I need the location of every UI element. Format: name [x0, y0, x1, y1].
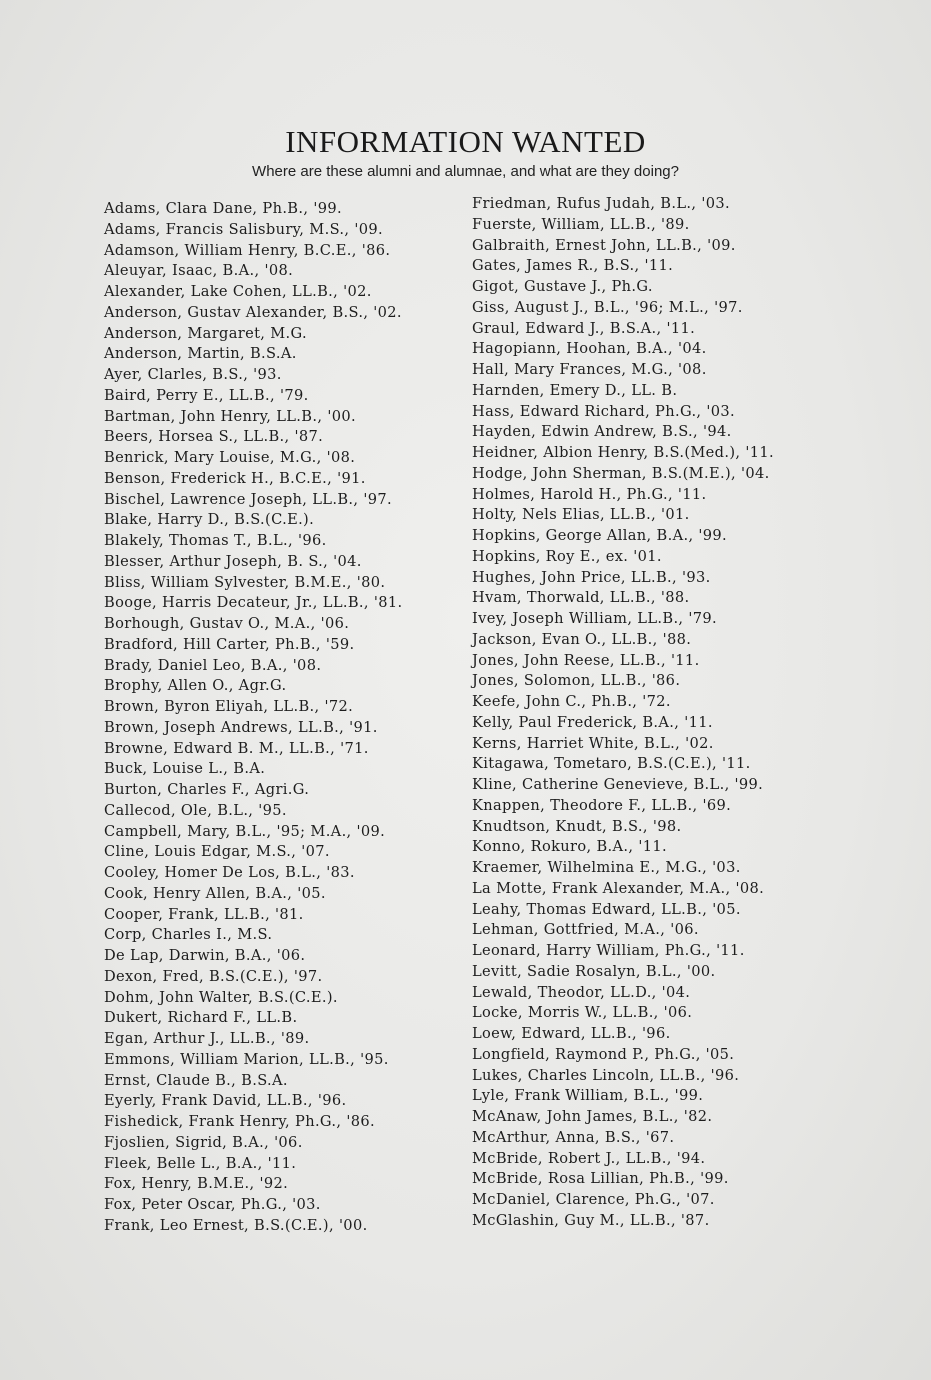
alumni-entry: Adams, Clara Dane, Ph.B., '99.	[104, 200, 342, 217]
alumni-entry: Loew, Edward, LL.B., '96.	[472, 1025, 671, 1042]
alumni-entry: Cooper, Frank, LL.B., '81.	[104, 905, 304, 923]
left-column-list	[104, 199, 403, 1237]
alumni-entry: Eyerly, Frank David, LL.B., '96.	[104, 1092, 347, 1110]
alumni-entry: McArthur, Anna, B.S., '67.	[472, 1128, 675, 1146]
alumni-entry: Cline, Louis Edgar, M.S., '07.	[104, 843, 330, 861]
alumni-entry: Bradford, Hill Carter, Ph.B., '59.	[104, 635, 355, 653]
alumni-entry: Levitt, Sadie Rosalyn, B.L., '00.	[472, 962, 716, 980]
alumni-entry: Anderson, Martin, B.S.A.	[104, 345, 297, 363]
alumni-entry: Brown, Byron Eliyah, LL.B., '72.	[104, 698, 354, 715]
alumni-entry: Longfield, Raymond P., Ph.G., '05.	[472, 1045, 735, 1063]
alumni-entry: Kraemer, Wilhelmina E., M.G., '03.	[472, 859, 741, 876]
alumni-entry: Hvam, Thorwald, LL.B., '88.	[472, 589, 690, 607]
alumni-entry: Heidner, Albion Henry, B.S.(Med.), '11.	[472, 444, 774, 461]
alumni-entry: Jackson, Evan O., LL.B., '88.	[472, 630, 692, 648]
alumni-entry: Brophy, Allen O., Agr.G.	[104, 677, 287, 695]
alumni-entry: Hayden, Edwin Andrew, B.S., '94.	[472, 423, 732, 441]
alumni-entry: Kerns, Harriet White, B.L., '02.	[472, 734, 714, 752]
alumni-entry: Leonard, Harry William, Ph.G., '11.	[472, 942, 745, 959]
alumni-entry: Brown, Joseph Andrews, LL.B., '91.	[104, 718, 378, 736]
alumni-entry: Egan, Arthur J., LL.B., '89.	[104, 1030, 310, 1047]
alumni-entry: Lyle, Frank William, B.L., '99.	[472, 1087, 704, 1105]
alumni-entry: Giss, August J., B.L., '96; M.L., '97.	[472, 298, 743, 316]
alumni-entry: Fleek, Belle L., B.A., '11.	[104, 1154, 297, 1172]
alumni-entry: Dexon, Fred, B.S.(C.E.), '97.	[104, 967, 323, 985]
alumni-entry: Dukert, Richard F., LL.B.	[104, 1009, 298, 1027]
alumni-entry: Cooley, Homer De Los, B.L., '83.	[104, 864, 355, 881]
alumni-entry: Fox, Peter Oscar, Ph.G., '03.	[104, 1196, 321, 1213]
alumni-entry: Frank, Leo Ernest, B.S.(C.E.), '00.	[104, 1216, 368, 1234]
alumni-entry: Holty, Nels Elias, LL.B., '01.	[472, 506, 690, 524]
alumni-entry: Ayer, Clarles, B.S., '93.	[104, 366, 282, 383]
alumni-entry: McBride, Robert J., LL.B., '94.	[472, 1149, 706, 1167]
alumni-entry: Anderson, Gustav Alexander, B.S., '02.	[104, 303, 402, 321]
right-column-list	[472, 194, 774, 1232]
alumni-entry: Burton, Charles F., Agri.G.	[104, 781, 310, 798]
alumni-entry: Lehman, Gottfried, M.A., '06.	[472, 921, 699, 939]
alumni-entry: Blesser, Arthur Joseph, B. S., '04.	[104, 552, 362, 570]
alumni-entry: Blakely, Thomas T., B.L., '96.	[104, 532, 327, 549]
alumni-entry: Aleuyar, Isaac, B.A., '08.	[104, 262, 294, 280]
alumni-entry: La Motte, Frank Alexander, M.A., '08.	[472, 879, 765, 897]
alumni-entry: Alexander, Lake Cohen, LL.B., '02.	[104, 283, 372, 300]
alumni-entry: Kline, Catherine Genevieve, B.L., '99.	[472, 776, 764, 793]
alumni-entry: Dohm, John Walter, B.S.(C.E.).	[104, 988, 338, 1006]
alumni-entry: Corp, Charles I., M.S.	[104, 926, 273, 944]
alumni-entry: Galbraith, Ernest John, LL.B., '09.	[472, 236, 736, 254]
alumni-entry: Browne, Edward B. M., LL.B., '71.	[104, 739, 369, 757]
alumni-entry: Gigot, Gustave J., Ph.G.	[472, 278, 653, 295]
alumni-entry: Hagopiann, Hoohan, B.A., '04.	[472, 340, 707, 358]
alumni-entry: Fjoslien, Sigrid, B.A., '06.	[104, 1133, 303, 1151]
alumni-entry: Konno, Rokuro, B.A., '11.	[472, 838, 668, 856]
alumni-entry: McBride, Rosa Lillian, Ph.B., '99.	[472, 1170, 729, 1188]
alumni-entry: Hughes, John Price, LL.B., '93.	[472, 568, 711, 586]
alumni-entry: Leahy, Thomas Edward, LL.B., '05.	[472, 900, 741, 918]
alumni-entry: McDaniel, Clarence, Ph.G., '07.	[472, 1191, 715, 1208]
alumni-entry: Borhough, Gustav O., M.A., '06.	[104, 615, 350, 632]
alumni-entry: Kelly, Paul Frederick, B.A., '11.	[472, 713, 713, 731]
alumni-entry: Baird, Perry E., LL.B., '79.	[104, 386, 309, 404]
alumni-entry: Hall, Mary Frances, M.G., '08.	[472, 361, 707, 378]
alumni-entry: Lewald, Theodor, LL.D., '04.	[472, 983, 691, 1001]
alumni-entry: Cook, Henry Allen, B.A., '05.	[104, 884, 326, 902]
alumni-entry: Hass, Edward Richard, Ph.G., '03.	[472, 402, 736, 420]
alumni-entry: Hopkins, Roy E., ex. '01.	[472, 547, 662, 565]
alumni-entry: Booge, Harris Decateur, Jr., LL.B., '81.	[104, 594, 403, 612]
alumni-entry: Adamson, William Henry, B.C.E., '86.	[104, 241, 391, 259]
alumni-entry: Beers, Horsea S., LL.B., '87.	[104, 428, 324, 446]
alumni-entry: Benrick, Mary Louise, M.G., '08.	[104, 449, 356, 466]
alumni-entry: Graul, Edward J., B.S.A., '11.	[472, 319, 696, 337]
alumni-entry: Jones, John Reese, LL.B., '11.	[472, 651, 700, 669]
alumni-entry: Fox, Henry, B.M.E., '92.	[104, 1175, 289, 1193]
alumni-entry: Bartman, John Henry, LL.B., '00.	[104, 407, 356, 425]
alumni-entry: Fuerste, William, LL.B., '89.	[472, 215, 690, 233]
alumni-entry: Campbell, Mary, B.L., '95; M.A., '09.	[104, 822, 386, 840]
alumni-entry: Lukes, Charles Lincoln, LL.B., '96.	[472, 1066, 740, 1084]
alumni-entry: Gates, James R., B.S., '11.	[472, 257, 674, 275]
alumni-entry: Jones, Solomon, LL.B., '86.	[472, 672, 681, 690]
alumni-entry: Hodge, John Sherman, B.S.(M.E.), '04.	[472, 464, 770, 482]
alumni-entry: McGlashin, Guy M., LL.B., '87.	[472, 1211, 710, 1229]
alumni-entry: Ernst, Claude B., B.S.A.	[104, 1071, 288, 1089]
alumni-entry: Fishedick, Frank Henry, Ph.G., '86.	[104, 1113, 376, 1130]
alumni-entry: Knudtson, Knudt, B.S., '98.	[472, 817, 682, 835]
alumni-entry: Anderson, Margaret, M.G.	[104, 324, 308, 342]
alumni-entry: Callecod, Ole, B.L., '95.	[104, 801, 287, 819]
alumni-entry: Ivey, Joseph William, LL.B., '79.	[472, 610, 718, 627]
alumni-entry: Bischel, Lawrence Joseph, LL.B., '97.	[104, 490, 392, 508]
alumni-entry: Hopkins, George Allan, B.A., '99.	[472, 527, 728, 544]
alumni-entry: Harnden, Emery D., LL. B.	[472, 381, 678, 399]
alumni-entry: Buck, Louise L., B.A.	[104, 760, 266, 778]
alumni-entry: Bliss, William Sylvester, B.M.E., '80.	[104, 573, 386, 591]
alumni-entry: Friedman, Rufus Judah, B.L., '03.	[472, 195, 730, 212]
alumni-entry: De Lap, Darwin, B.A., '06.	[104, 947, 306, 964]
alumni-entry: Kitagawa, Tometaro, B.S.(C.E.), '11.	[472, 755, 751, 773]
page-title: INFORMATION WANTED	[285, 124, 646, 159]
page-subtitle: Where are these alumni and alumnae, and what are they doing?	[252, 163, 679, 180]
alumni-entry: Holmes, Harold H., Ph.G., '11.	[472, 485, 707, 503]
alumni-entry: Keefe, John C., Ph.B., '72.	[472, 693, 671, 710]
alumni-entry: Brady, Daniel Leo, B.A., '08.	[104, 656, 322, 674]
alumni-entry: Adams, Francis Salisbury, M.S., '09.	[104, 220, 383, 238]
alumni-entry: McAnaw, John James, B.L., '82.	[472, 1108, 713, 1125]
alumni-entry: Emmons, William Marion, LL.B., '95.	[104, 1050, 389, 1068]
alumni-entry: Benson, Frederick H., B.C.E., '91.	[104, 469, 366, 487]
alumni-entry: Blake, Harry D., B.S.(C.E.).	[104, 511, 315, 529]
alumni-entry: Locke, Morris W., LL.B., '06.	[472, 1004, 693, 1022]
alumni-entry: Knappen, Theodore F., LL.B., '69.	[472, 796, 732, 814]
